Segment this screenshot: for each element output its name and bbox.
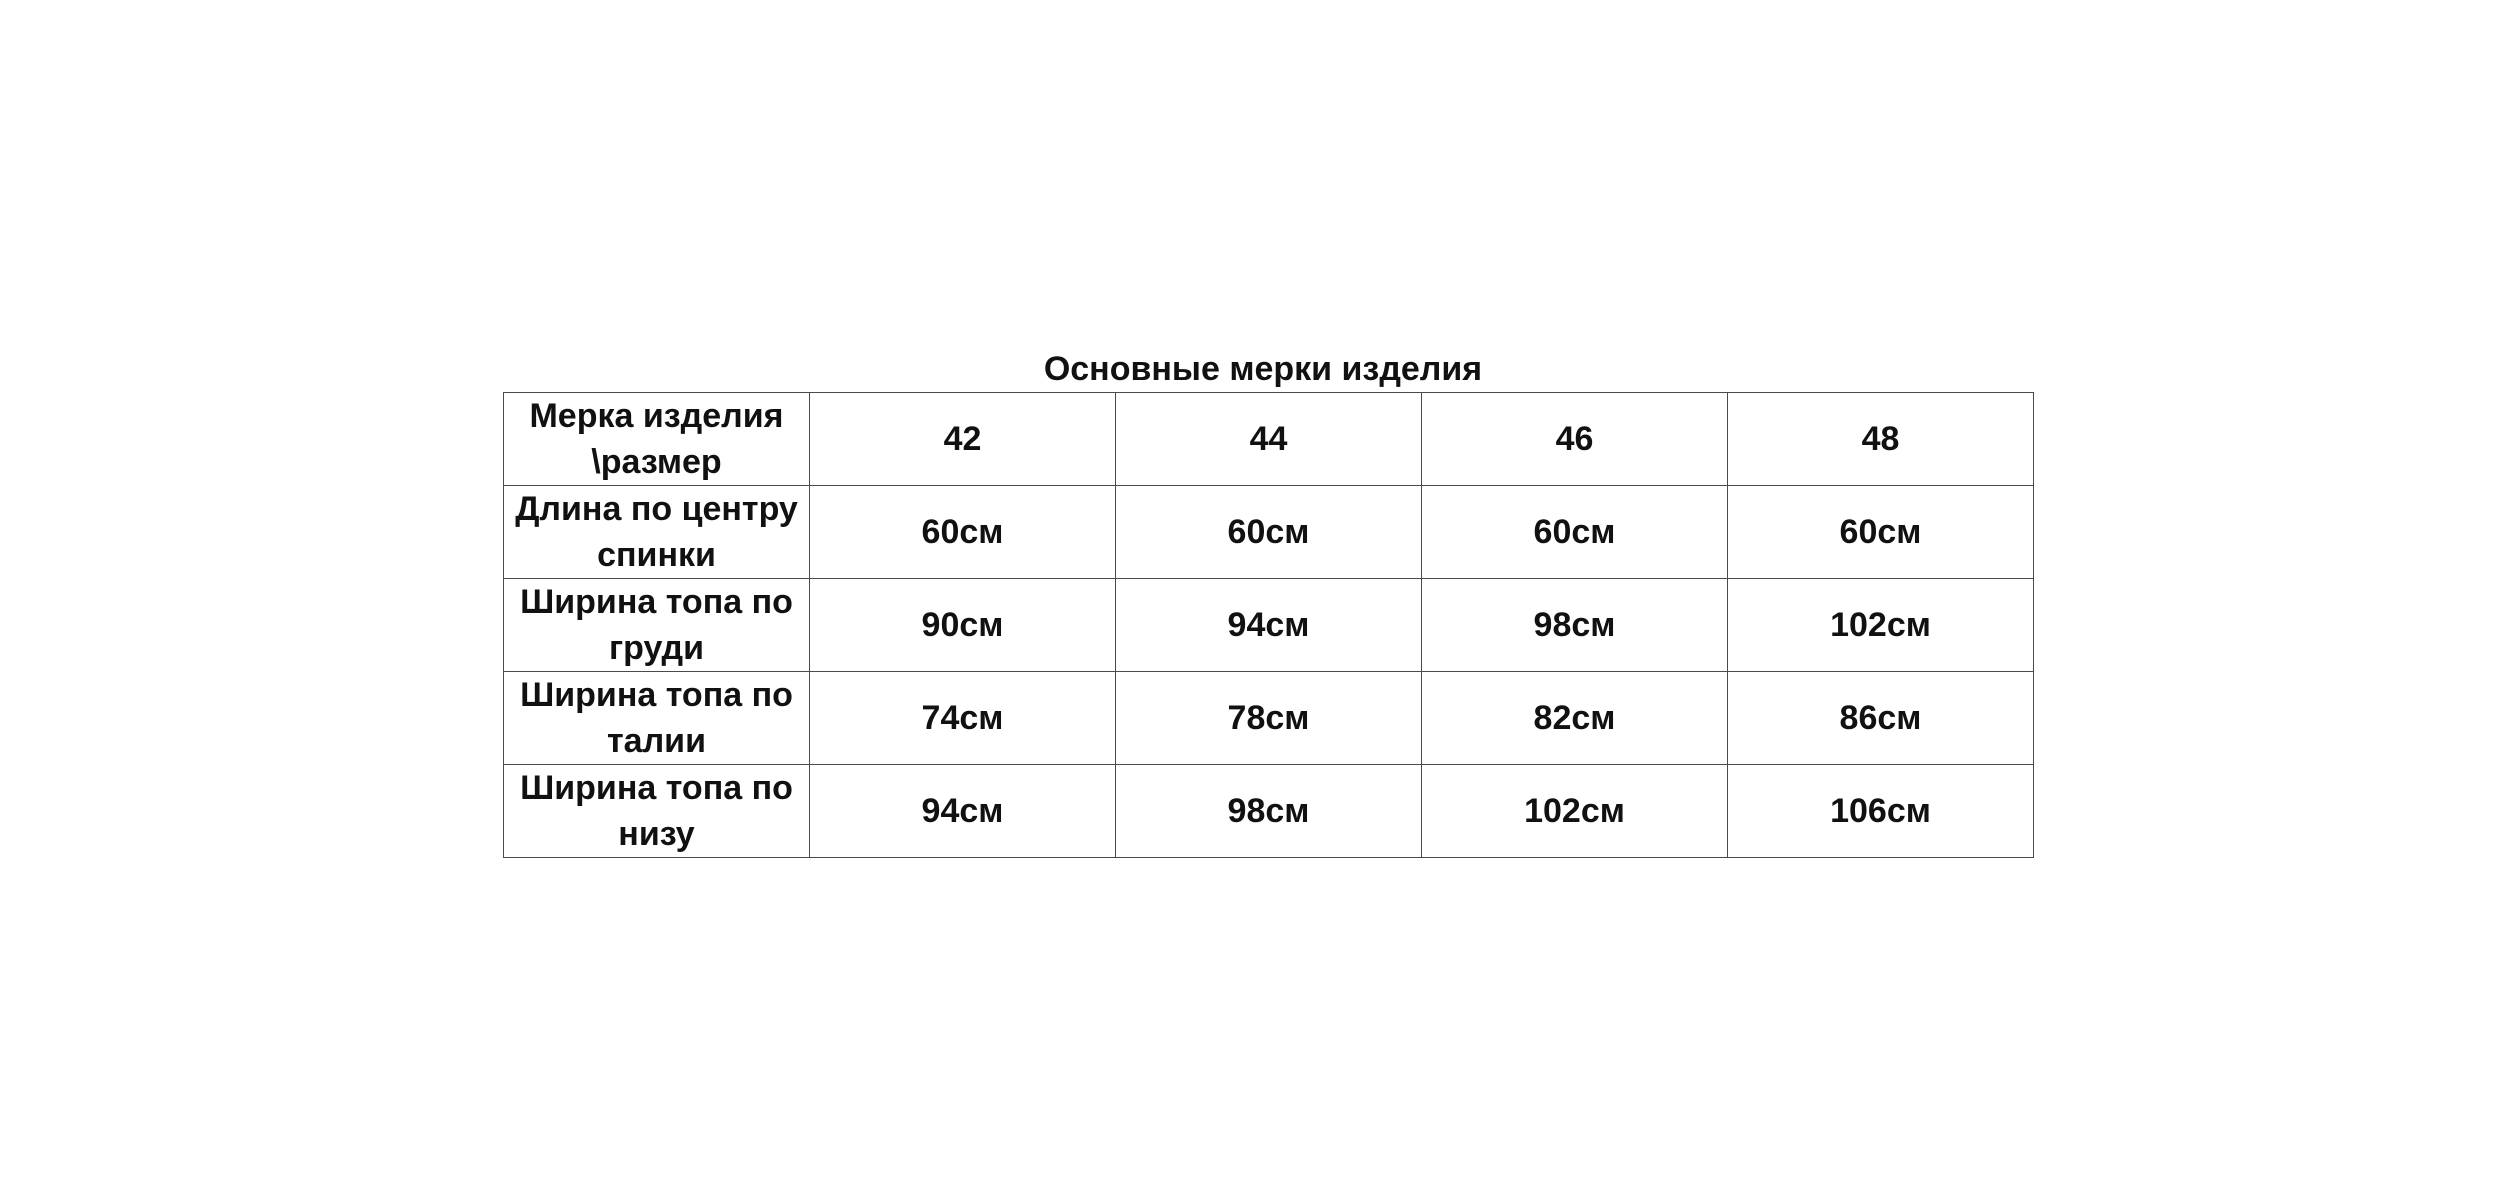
value-cell: 98см <box>1116 765 1422 858</box>
table-row <box>504 486 2034 579</box>
value-cell: 94см <box>810 765 1116 858</box>
value-cell: 74см <box>810 672 1116 765</box>
table-title: Основные мерки изделия <box>1043 350 1483 388</box>
value-cell: 60см <box>1728 486 2034 579</box>
table-header-row <box>504 393 2034 486</box>
value-cell: 98см <box>1422 579 1728 672</box>
value-cell: 90см <box>810 579 1116 672</box>
value-cell: 94см <box>1116 579 1422 672</box>
value-cell: 60см <box>810 486 1116 579</box>
table-row <box>504 579 2034 672</box>
value-cell: 102см <box>1728 579 2034 672</box>
value-cell: 102см <box>1422 765 1728 858</box>
size-header-cell: 46 <box>1422 393 1728 486</box>
size-header-cell: 42 <box>810 393 1116 486</box>
row-label-cell: Ширина топа по талии <box>504 672 810 765</box>
table-row <box>504 672 2034 765</box>
value-cell: 60см <box>1422 486 1728 579</box>
row-label-cell: Длина по центру спинки <box>504 486 810 579</box>
size-header-cell: 44 <box>1116 393 1422 486</box>
header-corner-cell: Мерка изделия \размер <box>504 393 810 486</box>
value-cell: 60см <box>1116 486 1422 579</box>
value-cell: 78см <box>1116 672 1422 765</box>
value-cell: 82см <box>1422 672 1728 765</box>
measurements-table <box>503 392 2034 858</box>
size-header-cell: 48 <box>1728 393 2034 486</box>
table-row <box>504 765 2034 858</box>
value-cell: 106см <box>1728 765 2034 858</box>
value-cell: 86см <box>1728 672 2034 765</box>
row-label-cell: Ширина топа по груди <box>504 579 810 672</box>
row-label-cell: Ширина топа по низу <box>504 765 810 858</box>
